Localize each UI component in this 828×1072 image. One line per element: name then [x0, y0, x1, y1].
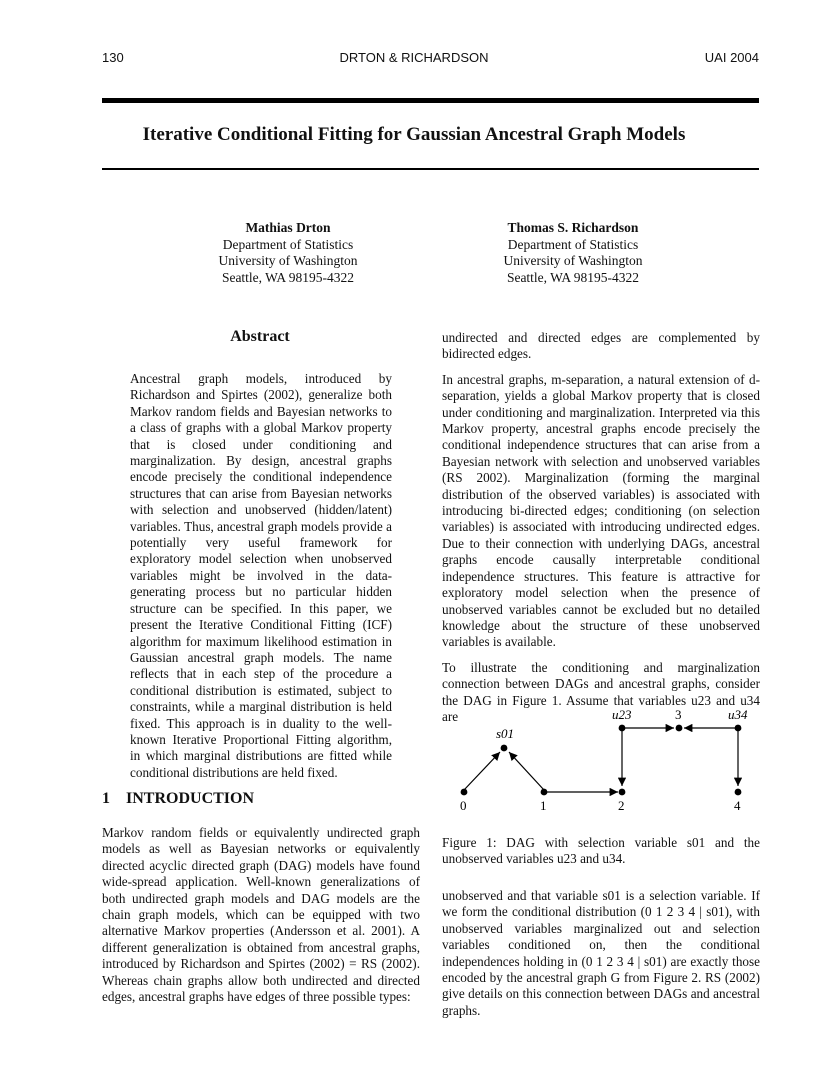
right-paragraph-4: unobserved and that variable s01 is a selection variable. If we form the conditional distribution (0 1 2 3 4 | s01), with unobserved variables marginalized out and selection variables conditioned on, then the conditional independences holding in (0 1 2 3 4 | s01) are exactly those encoded by the ancestral graph G from Figure 2. RS (2002) give details on this connection between DAGs and ancestral graphs.	[442, 888, 760, 1018]
abstract-text: Ancestral graph models, introduced by Richardson and Spirtes (2002), generalize both Markov random fields and Bayesian networks to a class of graphs with a global Markov property that is closed under conditioning and marginalization. By design, ancestral graphs encode precisely the conditional independence structures that can arise from Bayesian networks with selection and unobserved (hidden/latent) variables. Thus, ancestral graph models provide a potentially very useful framework for exploratory model selection when unobserved variables might be involved in the data-generating process but no particular hidden structure can be specified. In this paper, we present the Iterative Conditional Fitting (ICF) algorithm for maximum likelihood estimation in Gaussian ancestral graph models. The name reflects that in each step of the procedure a conditional distribution is estimated, subject to constraints, while a marginal distribution is held fixed. This approach is in duality to the well-known Iterative Proportional Fitting algorithm, in which marginal distributions are fitted while conditional distributions are held fixed.	[130, 371, 392, 780]
right-column-top	[442, 330, 760, 734]
right-paragraph-3: To illustrate the conditioning and marginalization connection between DAGs and ancestral graphs, consider the DAG in Figure 1. Assume that variables u23 and u34 are	[442, 659, 760, 724]
right-paragraph-2: In ancestral graphs, m-separation, a natural extension of d-separation, yields a global Markov property that is closed under conditioning and marginalization. Interpreted via this Markov property, ancestral graphs encode precisely the conditional independence structures that can arise from a Bayesian network with selection and unobserved variables (RS 2002). Marginalization (forming the marginal distribution of the observed variables) is associated with introducing bi-directed edges; conditioning (on selection variables) is associated with introducing undirected edges. Due to their connection with underlying DAGs, ancestral graphs encode causally interpretable conditional independence structures. This feature is attractive for exploratory model selection when the presence of unobserved variables cannot be excluded but no detailed knowledge about the structure of these unobserved variables is available.	[442, 371, 760, 650]
label-s01: s01	[496, 726, 515, 741]
venue: UAI 2004	[704, 50, 759, 65]
figure-1-dag	[442, 700, 760, 820]
label-u34: u34	[728, 707, 748, 722]
author-dept: Department of Statistics	[507, 236, 639, 252]
abstract-heading: Abstract	[230, 328, 290, 345]
right-paragraph-1: undirected and directed edges are complemented by bidirected edges.	[442, 330, 760, 362]
node-u34	[735, 725, 742, 732]
label-1: 1	[540, 798, 547, 813]
node-0	[461, 789, 468, 796]
section-number: 1	[102, 790, 110, 807]
edge-1-s01	[509, 752, 544, 790]
section-heading	[102, 790, 254, 808]
author-univ: University of Washington	[218, 253, 358, 269]
title-rule-bottom	[102, 168, 759, 170]
label-0: 0	[460, 798, 467, 813]
author-name: Thomas S. Richardson	[507, 220, 639, 235]
author-block-2	[443, 220, 703, 286]
intro-paragraph-1: Markov random fields or equivalently undirected graph models as well as Bayesian networks or equivalently directed acyclic directed graph (DAG) models have found wide-spread application. Well-known generalizations of both undirected graph models and DAG models are the chain graph models, which can be equipped with two alternative Markov properties (Andersson et al. 2001). A different generalization is obtained from ancestral graphs, introduced by Richardson and Spirtes (2002) = RS (2002). Whereas chain graphs allow both undirected and directed edges, ancestral graphs have edges of three possible types:	[102, 825, 420, 1005]
running-title: DRTON & RICHARDSON	[339, 50, 489, 65]
author-dept: Department of Statistics	[222, 236, 354, 252]
author-addr: Seattle, WA 98195-4322	[506, 269, 640, 285]
node-s01	[501, 745, 508, 752]
label-u23: u23	[612, 707, 632, 722]
node-4	[735, 789, 742, 796]
edge-0-s01	[464, 752, 500, 790]
author-univ: University of Washington	[503, 253, 643, 269]
section-title: INTRODUCTION	[126, 790, 255, 807]
title-rule-top	[102, 98, 759, 103]
author-block-1	[158, 220, 418, 286]
author-name: Mathias Drton	[245, 220, 331, 235]
label-2: 2	[618, 798, 625, 813]
label-3: 3	[675, 707, 682, 722]
label-4: 4	[734, 798, 741, 813]
author-addr: Seattle, WA 98195-4322	[221, 269, 355, 285]
node-2	[619, 789, 626, 796]
figure-1-caption: Figure 1: DAG with selection variable s01 and the unobserved variables u23 and u34.	[442, 835, 760, 867]
node-u23	[619, 725, 626, 732]
page-number: 130	[102, 50, 124, 65]
paper-title: Iterative Conditional Fitting for Gaussian Ancestral Graph Models	[142, 124, 686, 145]
node-1	[541, 789, 548, 796]
node-3	[676, 725, 683, 732]
